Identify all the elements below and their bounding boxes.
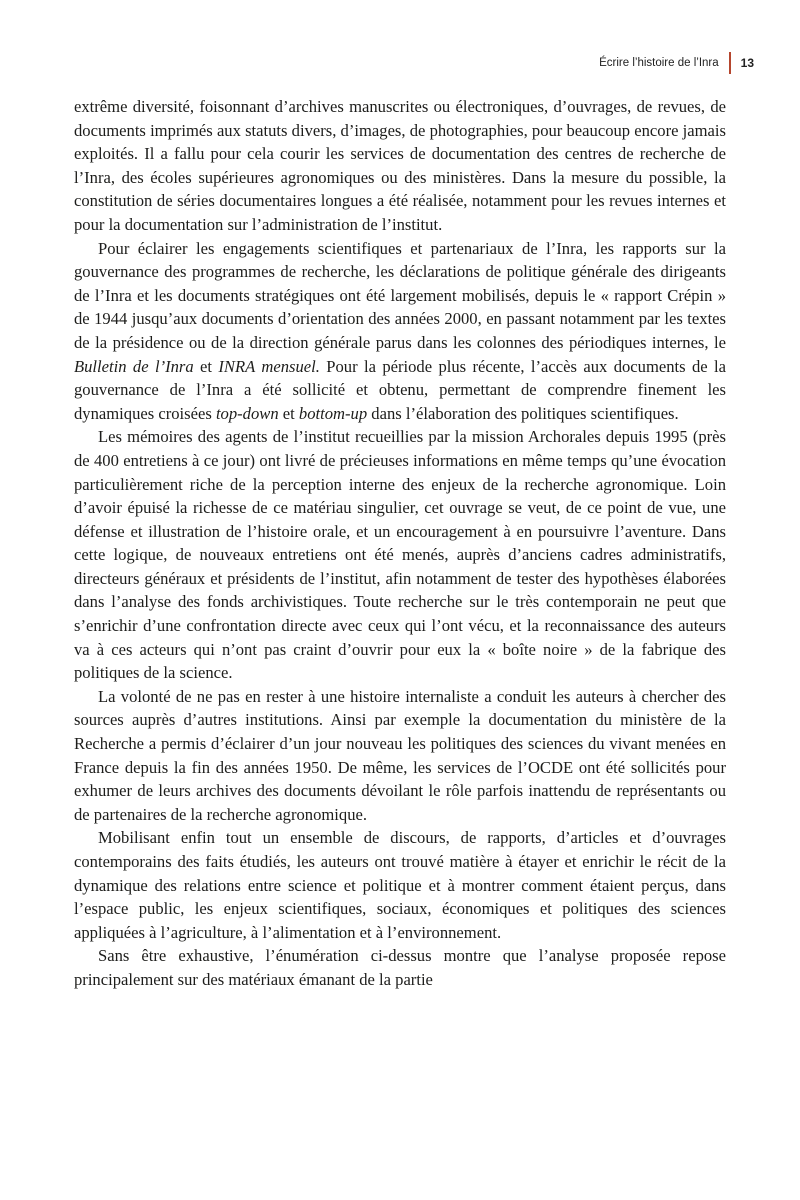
paragraph-2-text-a: Pour éclairer les engagements scientifiques et partenariaux de l’Inra, les rapports sur la gouvernance des programmes de recherche, les déclarations de politique générale des dirigeants de l’Inra et les documents stratégiques ont été largement mobilisés, depuis le « rapport Crépin » de 1944 jusqu’aux documents d’orientation des années 2000, en passant notamment par les textes de la présidence ou de la direction générale parus dans les colonnes des périodiques internes, le [74,238,726,352]
paragraph-2-text-c: et [193,356,219,376]
bottom-up-term: bottom-up [298,403,368,423]
paragraph-4: La volonté de ne pas en rester à une histoire internaliste a conduit les auteurs à chercher des sources auprès d’autres institutions. Ainsi par exemple la documentation du ministère de la Recherche a permis d’éclairer d’un jour nouveau les politiques des sciences du vivant menées en France depuis la fin des années 1950. De même, les services de l’OCDE ont été sollicités pour exhumer de leurs archives des documents dévoilant le rôle parfois inattendu de représentants ou de partenaires de la recherche agronomique. [74,686,726,824]
running-header [599,52,754,74]
body-text [74,95,726,992]
paragraph-2 [74,237,726,426]
paragraph-2-text-e: Pour la période plus récente, l’accès aux documents de la gouvernance de l’Inra a été sollicité et obtenu, permettant de comprendre finement les dynamiques croisées [74,356,726,423]
paragraph-2-text-i: dans l’élaboration des politiques scientifiques. [367,403,679,423]
paragraph-1: extrême diversité, foisonnant d’archives manuscrites ou électroniques, d’ouvrages, de revues, de documents imprimés aux statuts divers, d’images, de photographies, pour beaucoup encore jamais exploités. Il a fallu pour cela courir les services de documentation des centres de recherche de l’Inra, des écoles supérieures agronomiques ou des ministères. Dans la mesure du possible, la constitution de séries documentaires longues a été réalisée, notamment pour les revues internes et pour la documentation sur l’administration de l’institut. [74,97,726,234]
paragraph-2-text-g: et [278,403,299,423]
header-divider [729,52,731,74]
page-number: 13 [740,56,754,70]
running-title: Écrire l’histoire de l’Inra [599,57,719,69]
bulletin-title: Bulletin de l’Inra [74,356,194,376]
paragraph-5: Mobilisant enfin tout un ensemble de discours, de rapports, d’articles et d’ouvrages contemporains des faits étudiés, les auteurs ont trouvé matière à étayer et enrichir le récit de la dynamique des relations entre science et politique et à montrer comment étaient perçus, dans l’espace public, les enjeux scientifiques, sociaux, économiques et politiques des sciences appliquées à l’agriculture, à l’alimentation et à l’environnement. [74,828,726,942]
top-down-term: top-down [215,403,279,423]
paragraph-6: Sans être exhaustive, l’énumération ci-dessus montre que l’analyse proposée repose principalement sur des matériaux émanant de la partie [74,946,726,989]
inra-mensuel-title: INRA mensuel. [218,356,320,376]
paragraph-3: Les mémoires des agents de l’institut recueillies par la mission Archorales depuis 1995 (près de 400 entretiens à ce jour) ont livré de précieuses informations en même temps qu’une évocation particulièrement riche de la perception interne des enjeux de la recherche agronomique. Loin d’avoir épuisé la richesse de ce matériau singulier, cet ouvrage se veut, de ce point de vue, une défense et illustration de l’histoire orale, et un encouragement à en poursuivre l’aventure. Dans cette logique, de nouveaux entretiens ont été menés, auprès d’anciens cadres administratifs, directeurs généraux et présidents de l’institut, afin notamment de tester des hypothèses élaborées dans l’analyse des fonds archivistiques. Toute recherche sur le très contemporain ne peut que s’enrichir d’une confrontation directe avec ceux qui l’ont vécu, et la reconnaissance des auteurs va à ces acteurs qui n’ont pas craint d’ouvrir pour eux la « boîte noire » de la fabrique des politiques de la science. [74,427,726,683]
